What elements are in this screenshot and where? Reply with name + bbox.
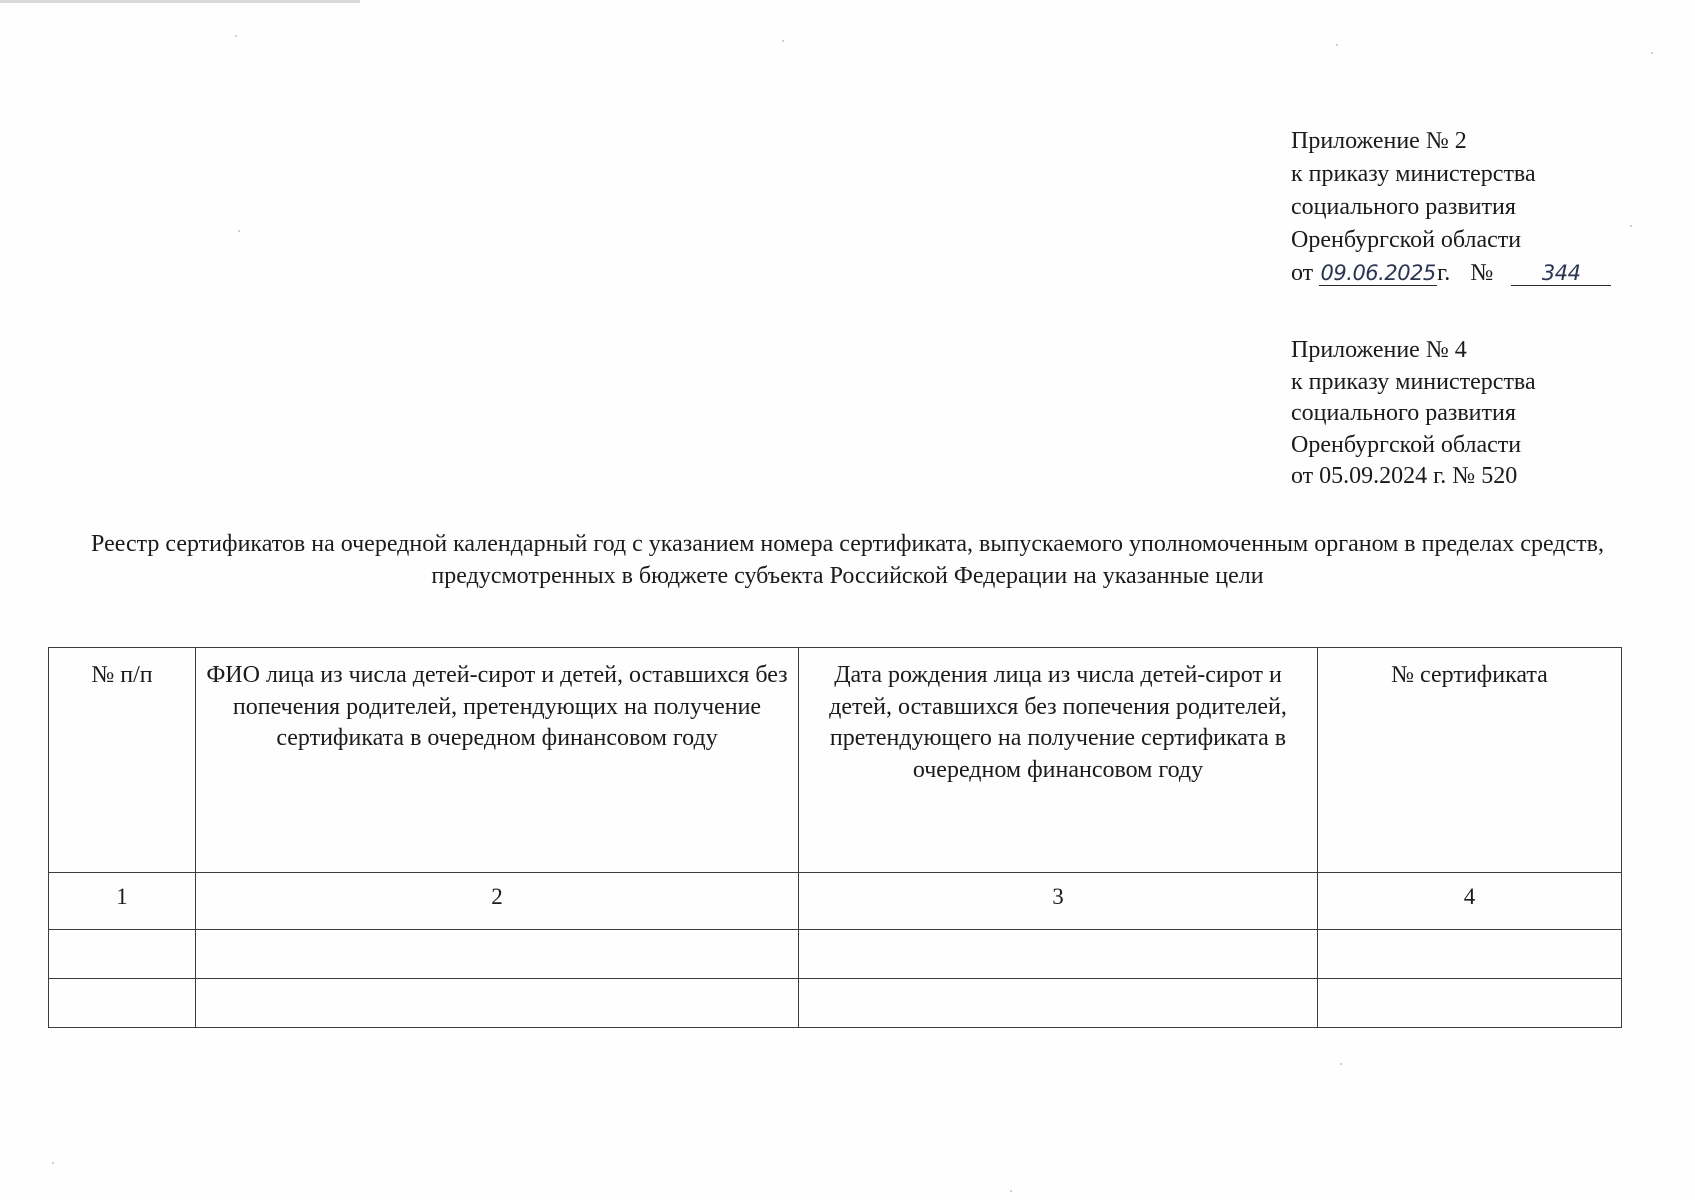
column-number-cell: 3: [799, 873, 1318, 930]
appendix-4-title: Приложение № 4: [1291, 337, 1467, 363]
registry-title: Реестр сертификатов на очередной календарный год с указанием номера сертификата, выпускаемого уполномоченным органом в пределах средств, предусмотренных в бюджете субъекта Российской Федерации на указанные цели: [91, 531, 1604, 589]
column-number-cell: 1: [49, 873, 196, 930]
appendix-4-block: [1291, 335, 1536, 493]
scan-speck: [1010, 1190, 1012, 1192]
table-cell: [799, 979, 1318, 1028]
appendix-4-order-date: от 05.09.2024 г. № 520: [1291, 463, 1518, 489]
scan-speck: [1651, 52, 1653, 54]
appendix-4-region: Оренбургской области: [1291, 431, 1522, 458]
table-cell: [1318, 979, 1622, 1028]
table-cell: [196, 979, 799, 1028]
table-cell: [49, 930, 196, 979]
header-cell-number: № п/п: [49, 648, 196, 873]
order-number-label: №: [1470, 260, 1494, 286]
order-number-field: [1511, 261, 1611, 286]
appendix-2-title: Приложение № 2: [1291, 128, 1467, 154]
table-row: [49, 979, 1622, 1028]
header-cell-full-name: ФИО лица из числа детей-сирот и детей, оставшихся без попечения родителей, претендующих на получение сертификата в очередном финансовом году: [196, 648, 799, 873]
header-cell-certificate-number: № сертификата: [1318, 648, 1622, 873]
handwritten-order-date: 09.06.2025: [1320, 261, 1436, 285]
column-number-cell: 4: [1318, 873, 1622, 930]
header-cell-birth-date: Дата рождения лица из числа детей-сирот и детей, оставшихся без попечения родителей, претендующего на получение сертификата в очередном финансовом году: [799, 648, 1318, 873]
scan-speck: [782, 40, 784, 42]
scan-speck: [238, 230, 240, 232]
scan-speck: [235, 35, 237, 37]
scan-speck: [1340, 1063, 1342, 1065]
appendix-4-order-ref: к приказу министерства: [1291, 368, 1536, 395]
handwritten-order-number: 344: [1541, 261, 1581, 285]
column-number-row: [49, 873, 1622, 930]
appendix-4-ministry: социального развития: [1291, 400, 1516, 426]
scan-edge: [0, 0, 360, 3]
certificate-registry-table: [48, 647, 1622, 1028]
order-year-suffix: г.: [1437, 260, 1451, 286]
appendix-2-order-ref: к приказу министерства: [1291, 161, 1536, 187]
order-date-prefix: от: [1291, 260, 1314, 286]
scan-speck: [52, 1162, 54, 1164]
column-number-cell: 2: [196, 873, 799, 930]
order-date-field: [1319, 261, 1437, 286]
scan-speck: [1630, 225, 1632, 227]
table-cell: [1318, 930, 1622, 979]
table-cell: [49, 979, 196, 1028]
appendix-2-block: [1291, 125, 1611, 290]
scan-speck: [1336, 44, 1338, 46]
appendix-2-ministry: социального развития: [1291, 194, 1516, 220]
appendix-2-region: Оренбургской области: [1291, 227, 1522, 253]
table-row: [49, 930, 1622, 979]
appendix-2-order-line: [1291, 257, 1611, 290]
table-cell: [799, 930, 1318, 979]
table-cell: [196, 930, 799, 979]
table-header-row: [49, 648, 1622, 873]
